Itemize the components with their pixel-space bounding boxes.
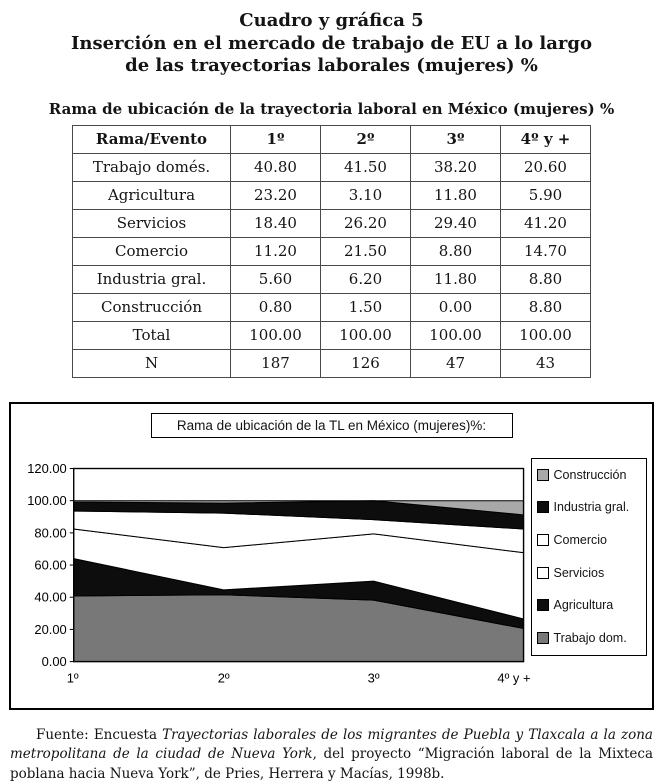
row-label: Servicios bbox=[73, 209, 231, 237]
y-tick-label: 0.00 bbox=[42, 654, 67, 669]
y-tick-label: 40.00 bbox=[34, 589, 66, 604]
cell-value: 187 bbox=[231, 349, 321, 377]
source-suffix: , del proyecto “Migración laboral de la Mixteca poblana hacia Nueva York”, de Pries, Herrera y Macías, 1998b. bbox=[10, 746, 653, 782]
row-label: Industria gral. bbox=[73, 265, 231, 293]
cell-value: 100.00 bbox=[411, 321, 501, 349]
table-caption: Rama de ubicación de la trayectoria laboral en México (mujeres) % bbox=[8, 100, 655, 118]
cell-value: 8.80 bbox=[411, 237, 501, 265]
title-line-3: de las trayectorias laborales (mujeres) % bbox=[8, 55, 655, 78]
table-row bbox=[73, 265, 591, 293]
cell-value: 6.20 bbox=[321, 265, 411, 293]
row-label: Agricultura bbox=[73, 181, 231, 209]
cell-value: 18.40 bbox=[231, 209, 321, 237]
title-line-1: Cuadro y gráfica 5 bbox=[8, 10, 655, 33]
legend-item bbox=[537, 468, 642, 482]
y-tick-label: 80.00 bbox=[34, 525, 66, 540]
cell-value: 126 bbox=[321, 349, 411, 377]
table-header-row bbox=[73, 125, 591, 153]
cell-value: 43 bbox=[501, 349, 591, 377]
legend-swatch bbox=[537, 501, 549, 513]
row-label: Construcción bbox=[73, 293, 231, 321]
y-tick-label: 20.00 bbox=[34, 621, 66, 636]
cell-value: 11.80 bbox=[411, 265, 501, 293]
source-note bbox=[8, 726, 655, 784]
chart-legend bbox=[531, 458, 647, 656]
legend-label: Industria gral. bbox=[554, 500, 630, 514]
legend-label: Construcción bbox=[554, 468, 627, 482]
cell-value: 38.20 bbox=[411, 153, 501, 181]
cell-value: 100.00 bbox=[501, 321, 591, 349]
cell-value: 29.40 bbox=[411, 209, 501, 237]
legend-item bbox=[537, 533, 642, 547]
document-title bbox=[8, 10, 655, 78]
cell-value: 100.00 bbox=[231, 321, 321, 349]
column-header: 4º y + bbox=[501, 125, 591, 153]
cell-value: 11.80 bbox=[411, 181, 501, 209]
chart-title: Rama de ubicación de la TL en México (mujeres)%: bbox=[151, 413, 513, 438]
column-header: Rama/Evento bbox=[73, 125, 231, 153]
cell-value: 5.90 bbox=[501, 181, 591, 209]
column-header: 1º bbox=[231, 125, 321, 153]
legend-label: Trabajo dom. bbox=[554, 631, 627, 645]
x-axis-label: 3º bbox=[368, 670, 380, 685]
cell-value: 1.50 bbox=[321, 293, 411, 321]
chart-body bbox=[16, 454, 647, 696]
row-label: N bbox=[73, 349, 231, 377]
cell-value: 41.50 bbox=[321, 153, 411, 181]
data-table bbox=[72, 125, 591, 378]
cell-value: 21.50 bbox=[321, 237, 411, 265]
legend-swatch bbox=[537, 632, 549, 644]
legend-swatch bbox=[537, 534, 549, 546]
column-header: 3º bbox=[411, 125, 501, 153]
cell-value: 47 bbox=[411, 349, 501, 377]
x-axis-label: 1º bbox=[67, 670, 79, 685]
legend-label: Agricultura bbox=[554, 598, 614, 612]
cell-value: 0.80 bbox=[231, 293, 321, 321]
legend-label: Comercio bbox=[554, 533, 608, 547]
legend-item bbox=[537, 566, 642, 580]
legend-swatch bbox=[537, 567, 549, 579]
x-axis-label: 2º bbox=[218, 670, 230, 685]
cell-value: 100.00 bbox=[321, 321, 411, 349]
row-label: Comercio bbox=[73, 237, 231, 265]
legend-swatch bbox=[537, 599, 549, 611]
y-tick-label: 100.00 bbox=[27, 493, 67, 508]
table-row bbox=[73, 237, 591, 265]
legend-label: Servicios bbox=[554, 566, 605, 580]
x-axis-label: 4º y + bbox=[497, 670, 530, 685]
cell-value: 41.20 bbox=[501, 209, 591, 237]
cell-value: 8.80 bbox=[501, 293, 591, 321]
cell-value: 8.80 bbox=[501, 265, 591, 293]
y-tick-label: 120.00 bbox=[27, 460, 67, 475]
table-row bbox=[73, 349, 591, 377]
table-row bbox=[73, 209, 591, 237]
stacked-area-chart bbox=[16, 454, 531, 696]
table-row bbox=[73, 293, 591, 321]
cell-value: 11.20 bbox=[231, 237, 321, 265]
table-body bbox=[73, 153, 591, 377]
source-survey-title: Trayectorias laborales de los migrantes de Puebla y Tlaxcala a la zona metropolitana de la ciudad de Nueva York bbox=[10, 727, 653, 763]
cell-value: 3.10 bbox=[321, 181, 411, 209]
legend-item bbox=[537, 631, 642, 645]
cell-value: 23.20 bbox=[231, 181, 321, 209]
cell-value: 40.80 bbox=[231, 153, 321, 181]
cell-value: 14.70 bbox=[501, 237, 591, 265]
legend-item bbox=[537, 598, 642, 612]
column-header: 2º bbox=[321, 125, 411, 153]
source-prefix: Fuente: Encuesta bbox=[36, 727, 162, 743]
legend-swatch bbox=[537, 469, 549, 481]
cell-value: 5.60 bbox=[231, 265, 321, 293]
cell-value: 20.60 bbox=[501, 153, 591, 181]
cell-value: 26.20 bbox=[321, 209, 411, 237]
row-label: Trabajo domés. bbox=[73, 153, 231, 181]
y-tick-label: 60.00 bbox=[34, 557, 66, 572]
table-row bbox=[73, 153, 591, 181]
table-row bbox=[73, 321, 591, 349]
row-label: Total bbox=[73, 321, 231, 349]
table-row bbox=[73, 181, 591, 209]
title-line-2: Inserción en el mercado de trabajo de EU a lo largo bbox=[8, 33, 655, 56]
cell-value: 0.00 bbox=[411, 293, 501, 321]
legend-item bbox=[537, 500, 642, 514]
chart-panel bbox=[9, 402, 654, 710]
